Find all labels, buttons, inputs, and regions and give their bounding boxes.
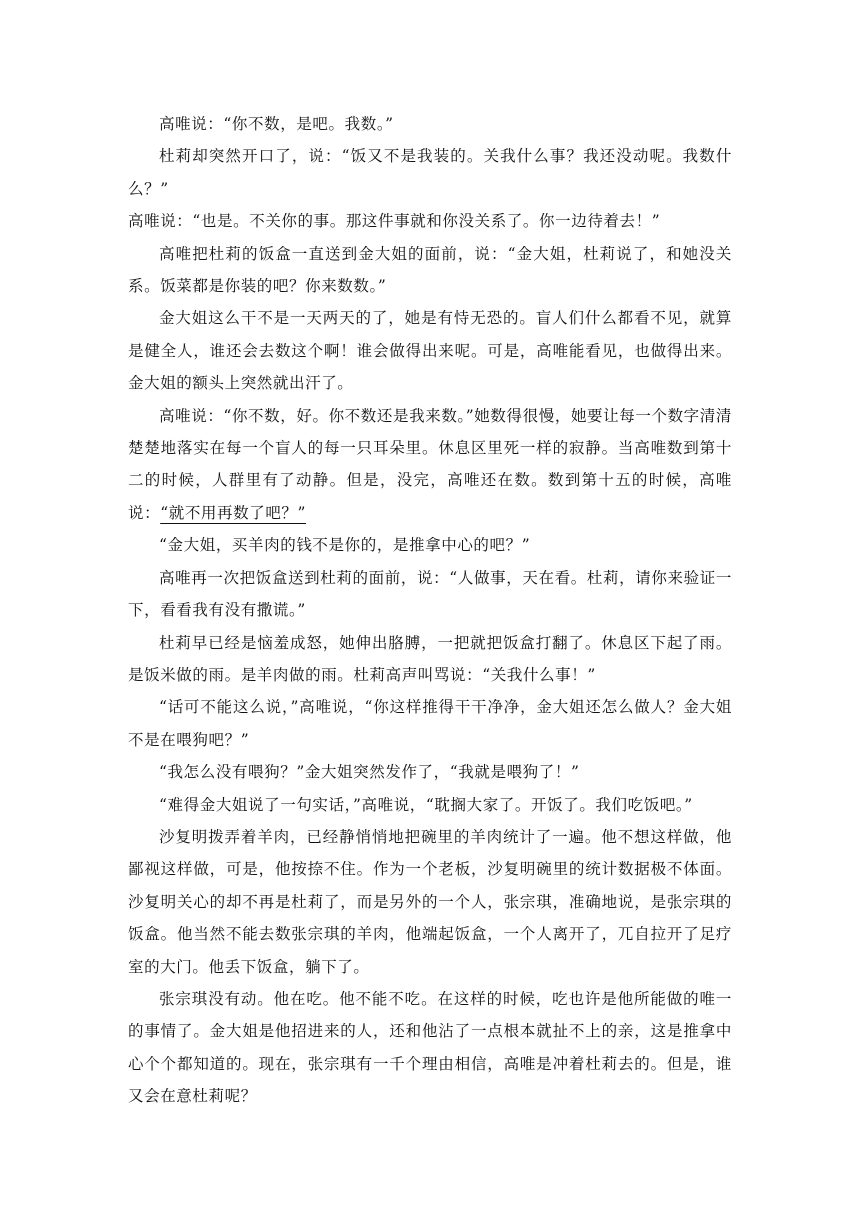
paragraph: 高唯说：“你不数，是吧。我数。” (159, 115, 394, 133)
paragraph: “难得金大姐说了一句实话，”高唯说，“耽搁大家了。开饭了。我们吃饭吧。” (159, 795, 693, 814)
paragraph: 高唯再一次把饭盒送到杜莉的面前，说：“人做事，天在看。杜莉，请你来验证一下，看看我有没有撒谎。” (128, 568, 732, 620)
paragraph-with-underline (128, 400, 732, 530)
underlined-quote: “就不用再数了吧？” (160, 503, 307, 522)
paragraph: “我怎么没有喂狗？”金大姐突然发作了，“我就是喂狗了！” (159, 763, 580, 782)
document-body (128, 108, 732, 1113)
paragraph: 张宗琪没有动。他在吃。他不能不吃。在这样的时候，吃也许是他所能做的唯一的事情了。金大姐是他招进来的人，还和他沾了一点根本就扯不上的亲，这是推拿中心个个都知道的。现在，张宗琪有一千个理由相信，高唯是冲着杜莉去的。但是，谁又会在意杜莉呢？ (128, 989, 732, 1106)
paragraph: 高唯把杜莉的饭盒一直送到金大姐的面前，说：“金大姐，杜莉说了，和她没关系。饭菜都是你装的吧？你来数数。” (128, 244, 732, 296)
paragraph: 沙复明拨弄着羊肉，已经静悄悄地把碗里的羊肉统计了一遍。他不想这样做，他鄙视这样做，可是，他按捺不住。作为一个老板，沙复明碗里的统计数据极不体面。沙复明关心的却不再是杜莉了，而是另外的一个人，张宗琪，准确地说，是张宗琪的饭盒。他当然不能去数张宗琪的羊肉，他端起饭盒，一个人离开了，兀自拉开了足疗室的大门。他丢下饭盒，躺下了。 (128, 827, 732, 976)
paragraph: 杜莉却突然开口了，说：“饭又不是我装的。关我什么事？我还没动呢。我数什么？” (128, 147, 732, 198)
paragraph: “金大姐，买羊肉的钱不是你的，是推拿中心的吧？” (159, 536, 531, 555)
paragraph: “话可不能这么说，”高唯说，“你这样推得干干净净，金大姐还怎么做人？金大姐不是在喂狗吧？” (128, 698, 732, 749)
paragraph: 杜莉早已经是恼羞成怒，她伸出胳膊，一把就把饭盒打翻了。休息区下起了雨。是饭米做的雨。是羊肉做的雨。杜莉高声叫骂说：“关我什么事！” (128, 633, 732, 684)
paragraph: 高唯说：“也是。不关你的事。那这件事就和你没关系了。你一边待着去！” (128, 212, 661, 231)
paragraph-text: 高唯说：“你不数，好。你不数还是我来数。”她数得很慢，她要让每一个数字清清楚楚地落实在每一个盲人的每一只耳朵里。休息区里死一样的寂静。当高唯数到第十二的时候，人群里有了动静。但是，没完，高唯还在数。数到第十五的时候，高唯说： (128, 406, 732, 522)
paragraph: 金大姐这么干不是一天两天的了，她是有恃无恐的。盲人们什么都看不见，就算是健全人，谁还会去数这个啊！谁会做得出来呢。可是，高唯能看见，也做得出来。金大姐的额头上突然就出汗了。 (128, 309, 732, 393)
